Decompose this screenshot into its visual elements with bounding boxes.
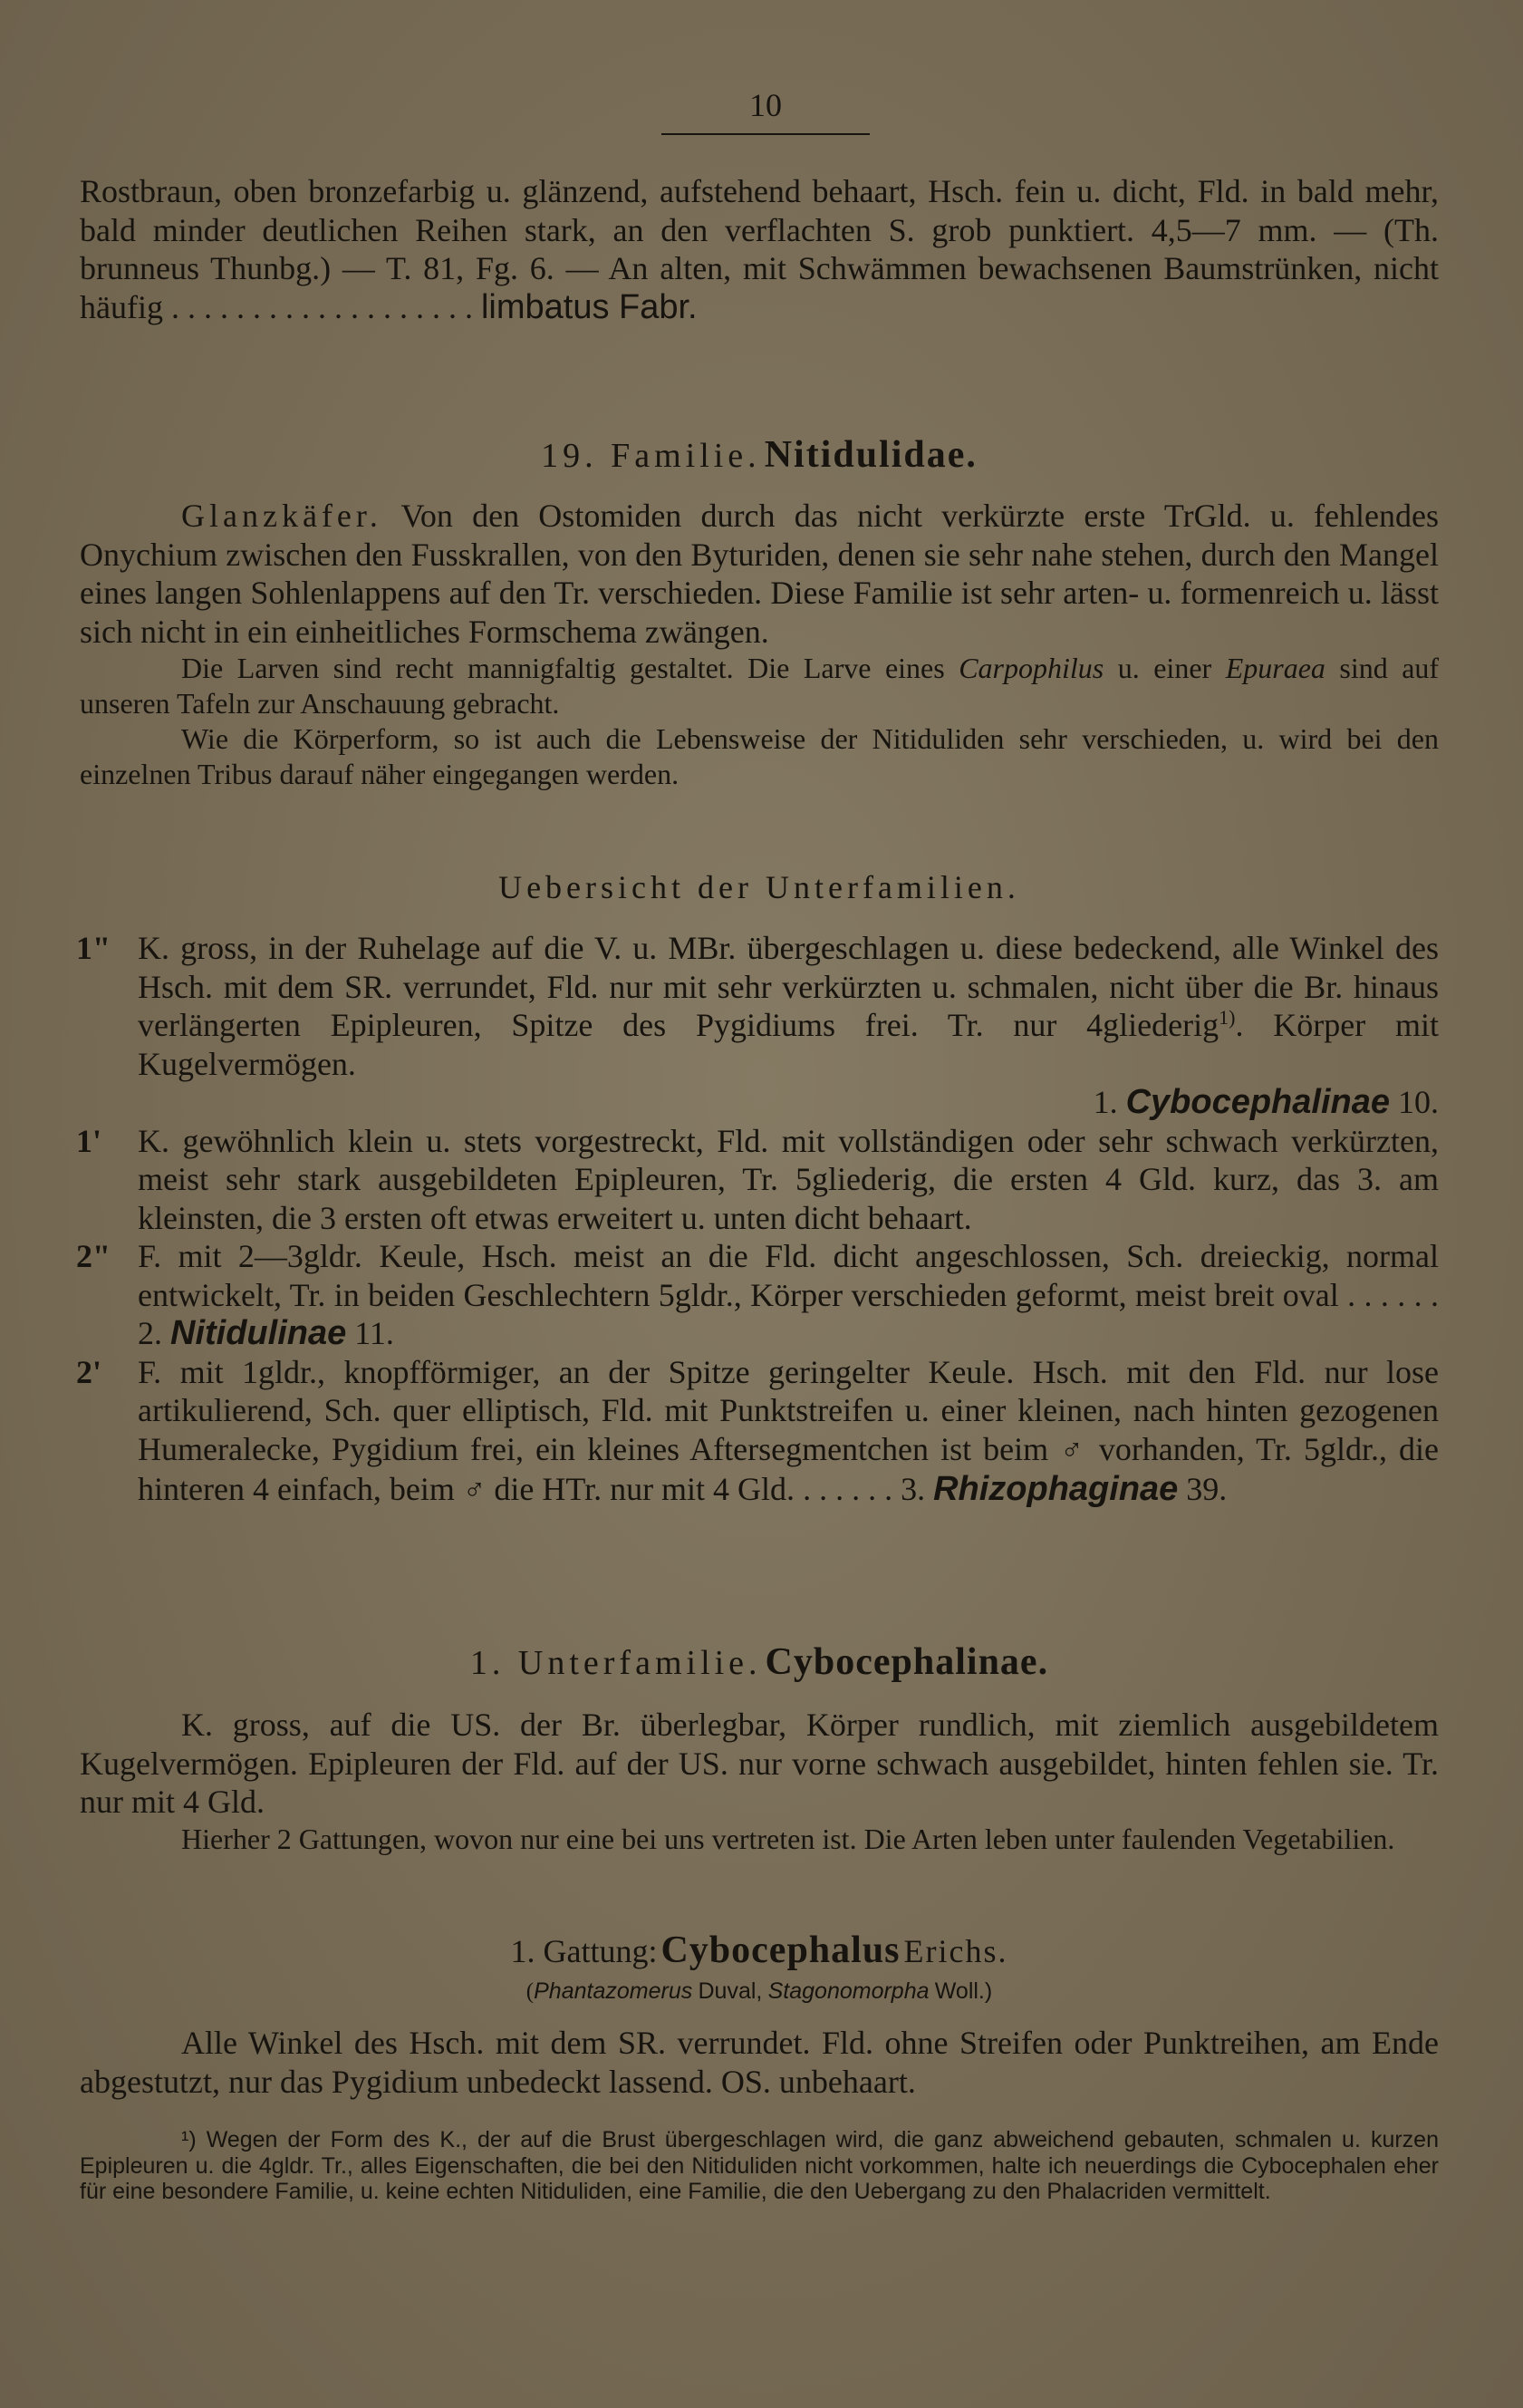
key-entry-description: die HTr. nur mit 4 Gld. <box>494 1471 795 1507</box>
key-entry-number: 1" <box>76 930 111 966</box>
synonym-bracket: ( <box>525 1979 535 2004</box>
synonym-name: Stagonomorpha <box>767 1978 930 2004</box>
result-page: 11. <box>354 1315 394 1351</box>
genus-description <box>80 2024 1439 2101</box>
key-entry-text: K. gewöhnlich klein u. stets vorgestreckt, Fld. mit vollständigen oder sehr schwach verkürzten, meist sehr stark ausgebildeten Epipleuren, Tr. 5gliederig, die ersten 4 Gld. kurz, das 3. am kleinsten, die 3 ersten oft etwas erweitert u. unten dicht behaart. <box>138 1122 1439 1236</box>
larvae-paragraph <box>80 651 1439 721</box>
larvae-text: sind auf unseren Tafeln zur Anschauung gebracht. <box>80 652 1440 720</box>
subfamily-heading <box>80 1640 1439 1684</box>
family-description <box>80 497 1439 792</box>
genus-synonyms <box>80 1978 1439 2005</box>
dot-leader: . . . . . . <box>803 1471 893 1507</box>
key-entry <box>76 929 1439 1122</box>
dot-leader: . . . . . . . . . . . . . . . . . . . <box>170 288 481 325</box>
family-name: Nitidulidae. <box>764 434 978 476</box>
larvae-text: u. einer <box>1117 652 1212 684</box>
genus-label: 1. Gattung: <box>510 1933 658 1969</box>
subfamily-description <box>80 1706 1439 1857</box>
key-entry-description: F. mit 2—3gldr. Keule, Hsch. meist an die Fld. dicht angeschlossen, Sch. dreieckig, normal entwickelt, Tr. in beiden Geschlechtern 5gldr., Körper verschieden geformt, meist breit oval <box>138 1238 1439 1313</box>
species-name: limbatus Fabr. <box>480 287 698 326</box>
intro-text: Rostbraun, oben bronzefarbig u. glänzend, aufstehend behaart, Hsch. fein u. dicht, Fld. in bald mehr, bald minder deutlichen Reihen stark, an den verflachten S. grob punktiert. 4,5—7 mm. — (Th. brunneus Thunbg.) — T. 81, Fg. 6. — An alten, mit Schwämmen bewachsenen Baumstrünken, nicht häufig <box>80 173 1439 325</box>
key-entry <box>76 1122 1439 1238</box>
subfamily-paragraph: K. gross, auf die US. der Br. überlegbar, Körper rundlich, mit ziemlich ausgebildetem Kugelvermögen. Epipleuren der Fld. auf der US. nur vorne schwach ausgebildet, hinten fehlen sie. Tr. nur mit 4 Gld. <box>80 1707 1439 1820</box>
key-entry-description: K. gross, in der Ruhelage auf die V. u. MBr. übergeschlagen u. diese bedeckend, alle Winkel des Hsch. mit dem SR. verrundet, Fld. nur mit sehr verkürzten u. schmalen, nicht über die Br. hinaus verlängerten Epipleuren, Spitze des Pygidiums frei. Tr. nur 4gliederig <box>138 930 1439 1043</box>
synonym-name: Phantazomerus <box>534 1978 693 2004</box>
key-entry <box>76 1353 1439 1511</box>
genus-paragraph: Alle Winkel des Hsch. mit dem SR. verrundet. Fld. ohne Streifen oder Punktreihen, am Ende abgestutzt, nur das Pygidium unbedeckt lassend. OS. unbehaart. <box>80 2025 1439 2100</box>
dot-leader: . . . . . . <box>1347 1276 1440 1313</box>
key-entry-description: vorhanden, Tr. 5gldr., die hinteren 4 einfach, beim <box>138 1430 1439 1507</box>
intro-section <box>80 172 1439 326</box>
key-entry-text <box>80 1353 1439 1511</box>
synonym-author: Duval, <box>698 1978 763 2004</box>
family-common-name: Glanzkäfer. <box>181 498 382 534</box>
genus-author: Erichs. <box>903 1933 1008 1969</box>
genus-heading <box>80 1929 1439 1972</box>
family-text: Von den Ostomiden durch das nicht verkürzte erste TrGld. u. fehlendes Onychium zwischen den Fusskrallen, von den Byturiden, denen sie sehr nahe stehen, durch den Mangel eines langen Sohlenlappens auf den Tr. verschieden. Diese Familie ist sehr arten- u. formenreich u. lässt sich nicht in ein einheitliches Formschema zwängen. <box>80 498 1439 650</box>
synonym-author: Woll.) <box>934 1978 993 2004</box>
footnote: ¹) Wegen der Form des K., der auf die Brust übergeschlagen wird, die ganz abweichend gebauten, schmalen u. kurzen Epipleuren u. die 4gldr. Tr., alles Eigenschaften, die bei den Nitiduliden nicht vorkommen, halte ich neuerdings die Cybocephalen eher für eine besondere Familie, u. keine echten Nitiduliden, eine Familie, die den Uebergang zu den Phalacriden vermittelt. <box>80 2127 1439 2204</box>
key-entry <box>76 1237 1440 1353</box>
footnote-mark: 1) <box>1219 1006 1236 1029</box>
subfamily-label: 1. Unterfamilie. <box>469 1644 762 1682</box>
family-heading <box>80 433 1439 477</box>
key-entry-text <box>80 1237 1439 1353</box>
subfamily-name: Cybocephalinae. <box>765 1641 1049 1683</box>
key-entry-description: F. mit 1gldr., knopfförmiger, an der Spitze geringelter Keule. Hsch. mit den Fld. nur lose artikulierend, Sch. quer elliptisch, Fld. mit Punktstreifen u. einer kleinen, nach hinten gezogenen Humeralecke, Pygidium frei, ein kleines Aftersegmentchen ist beim <box>138 1353 1439 1467</box>
key-entry-text <box>80 929 1439 1083</box>
genus-name: Cybocephalus <box>660 1929 901 1971</box>
family-number: 19. Familie. <box>541 437 761 475</box>
footnote-section <box>80 2127 1439 2205</box>
result-number: 1. <box>1093 1084 1118 1120</box>
key-heading-text: Uebersicht der Unterfamilien. <box>498 869 1020 905</box>
key-heading <box>80 868 1439 906</box>
male-symbol-icon: ♂ <box>1060 1433 1087 1467</box>
result-page: 39. <box>1186 1471 1228 1507</box>
page-number: 10 <box>661 86 870 135</box>
intro-paragraph <box>80 172 1439 326</box>
family-paragraph <box>80 497 1439 651</box>
key-entry-description: . Körper mit Kugelvermögen. <box>138 1007 1439 1082</box>
genus-epuraea: Epuraea <box>1225 652 1325 684</box>
result-name: Cybocephalinae <box>1125 1083 1390 1121</box>
result-page: 10. <box>1398 1084 1439 1120</box>
larvae-text: Die Larven sind recht mannigfaltig gestaltet. Die Larve eines <box>181 652 945 684</box>
genus-carpophilus: Carpophilus <box>959 652 1104 684</box>
male-symbol-icon: ♂ <box>462 1474 487 1507</box>
result-number: 3. <box>901 1471 926 1507</box>
body-form-paragraph: Wie die Körperform, so ist auch die Lebensweise der Nitiduliden sehr verschieden, u. wird bei den einzelnen Tribus darauf näher eingegangen werden. <box>80 722 1439 790</box>
subfamily-note: Hierher 2 Gattungen, wovon nur eine bei uns vertreten ist. Die Arten leben unter faulenden Vegetabilien. <box>181 1822 1395 1855</box>
result-number: 2. <box>138 1315 162 1351</box>
key-entry-number: 2" <box>76 1238 111 1274</box>
result-name: Nitidulinae <box>170 1314 347 1352</box>
key-entry-number: 2' <box>76 1353 102 1390</box>
key-entry-result <box>80 1083 1439 1122</box>
key-table <box>76 929 1440 1511</box>
key-entry-number: 1' <box>76 1122 102 1159</box>
result-name: Rhizophaginae <box>933 1470 1179 1508</box>
